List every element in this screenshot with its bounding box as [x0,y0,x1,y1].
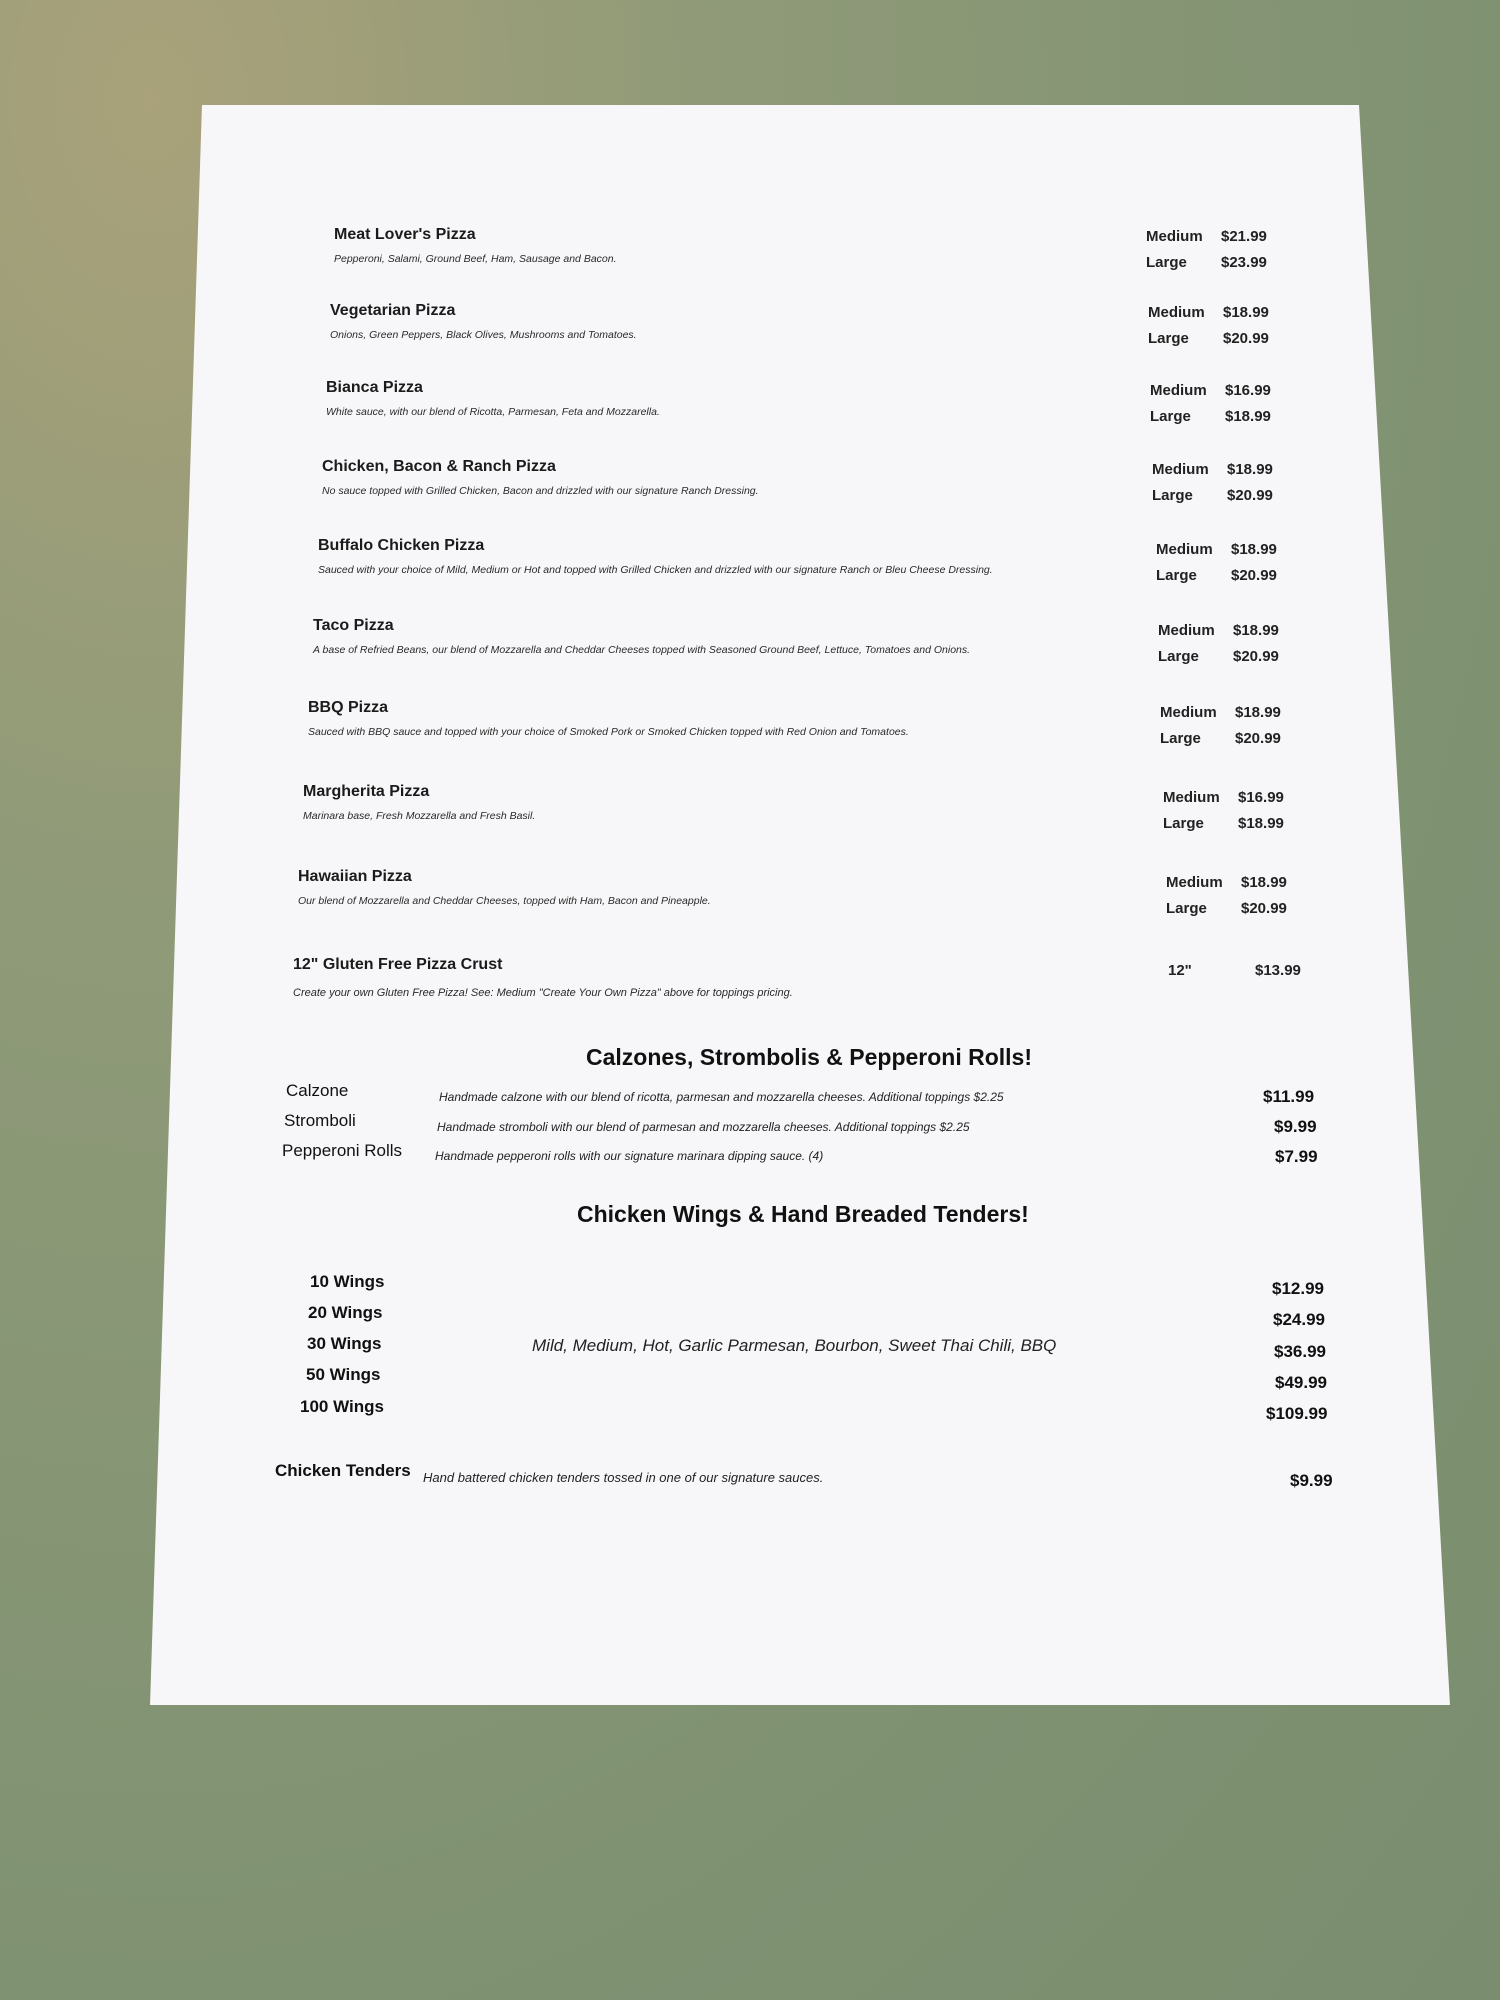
pizza-prices [1163,789,1303,849]
size-price: $20.99 [1241,900,1287,917]
pizza-prices [1146,228,1286,288]
chicken-tenders-desc: Hand battered chicken tenders tossed in one of our signature sauces. [423,1470,824,1485]
size-label: Medium [1158,622,1215,639]
size-price: $18.99 [1223,304,1269,321]
size-price: $13.99 [1255,962,1301,979]
chicken-tenders-name: Chicken Tenders [275,1461,411,1480]
pizza-name: Hawaiian Pizza [298,868,412,885]
pepperoni-rolls-price: $7.99 [1275,1147,1318,1166]
pizza-prices [1160,704,1300,764]
wings-30-price: $36.99 [1274,1342,1326,1361]
stromboli-desc: Handmade stromboli with our blend of parmesan and mozzarella cheeses. Additional toppings $2.25 [437,1120,970,1134]
chicken-tenders-price: $9.99 [1290,1471,1333,1490]
pepperoni-rolls-desc: Handmade pepperoni rolls with our signature marinara dipping sauce. (4) [435,1149,824,1163]
size-price: $21.99 [1221,228,1267,245]
size-price: $16.99 [1238,789,1284,806]
size-price: $18.99 [1233,622,1279,639]
wings-section-title: Chicken Wings & Hand Breaded Tenders! [577,1201,1029,1227]
size-label: 12" [1168,962,1192,979]
size-label: Large [1160,730,1201,747]
size-price: $20.99 [1231,567,1277,584]
pizza-description: A base of Refried Beans, our blend of Mozzarella and Cheddar Cheeses topped with Seasoned Ground Beef, Lettuce, Tomatoes and Onions. [313,644,971,656]
calzone-desc: Handmade calzone with our blend of ricotta, parmesan and mozzarella cheeses. Additional toppings $2.25 [439,1090,1004,1104]
size-label: Medium [1166,874,1223,891]
size-label: Medium [1148,304,1205,321]
pizza-description: No sauce topped with Grilled Chicken, Bacon and drizzled with our signature Ranch Dressing. [322,485,759,497]
size-price: $20.99 [1233,648,1279,665]
pizza-name: Chicken, Bacon & Ranch Pizza [322,458,556,475]
calzone-price: $11.99 [1263,1087,1315,1106]
size-price: $18.99 [1225,408,1271,425]
size-label: Large [1146,254,1187,271]
calzone-name: Calzone [286,1081,349,1100]
wings-20-name: 20 Wings [308,1303,383,1322]
size-label: Large [1158,648,1199,665]
wings-100-price: $109.99 [1266,1404,1328,1423]
pepperoni-rolls-name: Pepperoni Rolls [282,1141,403,1160]
stromboli-price: $9.99 [1274,1117,1317,1136]
wings-100-name: 100 Wings [300,1397,384,1416]
pizza-description: Our blend of Mozzarella and Cheddar Cheeses, topped with Ham, Bacon and Pineapple. [298,895,711,907]
wings-10-name: 10 Wings [310,1272,385,1291]
size-label: Medium [1146,228,1203,245]
pizza-name: Bianca Pizza [326,379,423,396]
size-price: $18.99 [1235,704,1281,721]
size-price: $20.99 [1223,330,1269,347]
wings-10-price: $12.99 [1272,1279,1324,1298]
pizza-name: Buffalo Chicken Pizza [318,537,485,554]
pizza-description: Onions, Green Peppers, Black Olives, Mushrooms and Tomatoes. [330,329,637,341]
size-price: $16.99 [1225,382,1271,399]
size-price: $18.99 [1227,461,1273,478]
size-label: Large [1156,567,1197,584]
pizza-name: Margherita Pizza [303,783,430,800]
pizza-name: BBQ Pizza [308,699,389,716]
wings-50-name: 50 Wings [306,1365,381,1384]
size-price: $20.99 [1227,487,1273,504]
pizza-prices [1148,304,1288,364]
calzones-section-title: Calzones, Strombolis & Pepperoni Rolls! [586,1044,1033,1070]
size-label: Medium [1150,382,1207,399]
pizza-description: White sauce, with our blend of Ricotta, Parmesan, Feta and Mozzarella. [326,406,660,418]
wings-20-price: $24.99 [1273,1310,1325,1329]
pizza-description: Create your own Gluten Free Pizza! See: Medium "Create Your Own Pizza" above for toppings pricing. [293,987,793,999]
size-label: Medium [1156,541,1213,558]
pizza-prices [1150,382,1290,442]
pizza-description: Marinara base, Fresh Mozzarella and Fresh Basil. [303,810,536,822]
pizza-prices [1158,622,1298,682]
pizza-prices [1152,461,1292,521]
pizza-description: Sauced with your choice of Mild, Medium or Hot and topped with Grilled Chicken and drizzled with our signature Ranch or Bleu Cheese Dressing. [318,564,993,576]
size-label: Large [1166,900,1207,917]
size-label: Large [1163,815,1204,832]
pizza-prices [1168,962,1308,1022]
size-label: Medium [1160,704,1217,721]
pizza-prices [1166,874,1306,934]
pizza-name: Meat Lover's Pizza [334,226,476,243]
wing-sauces: Mild, Medium, Hot, Garlic Parmesan, Bourbon, Sweet Thai Chili, BBQ [532,1336,1057,1355]
size-price: $23.99 [1221,254,1267,271]
stromboli-name: Stromboli [284,1111,356,1130]
size-price: $18.99 [1238,815,1284,832]
size-price: $18.99 [1241,874,1287,891]
pizza-name: 12" Gluten Free Pizza Crust [293,956,503,973]
wings-50-price: $49.99 [1275,1373,1327,1392]
size-label: Medium [1163,789,1220,806]
size-price: $20.99 [1235,730,1281,747]
size-label: Large [1148,330,1189,347]
pizza-prices [1156,541,1296,601]
pizza-name: Vegetarian Pizza [330,302,456,319]
pizza-description: Pepperoni, Salami, Ground Beef, Ham, Sausage and Bacon. [334,253,617,265]
pizza-description: Sauced with BBQ sauce and topped with your choice of Smoked Pork or Smoked Chicken topped with Red Onion and Tomatoes. [308,726,909,738]
size-label: Large [1150,408,1191,425]
wings-30-name: 30 Wings [307,1334,382,1353]
size-label: Large [1152,487,1193,504]
size-price: $18.99 [1231,541,1277,558]
pizza-name: Taco Pizza [313,617,394,634]
size-label: Medium [1152,461,1209,478]
